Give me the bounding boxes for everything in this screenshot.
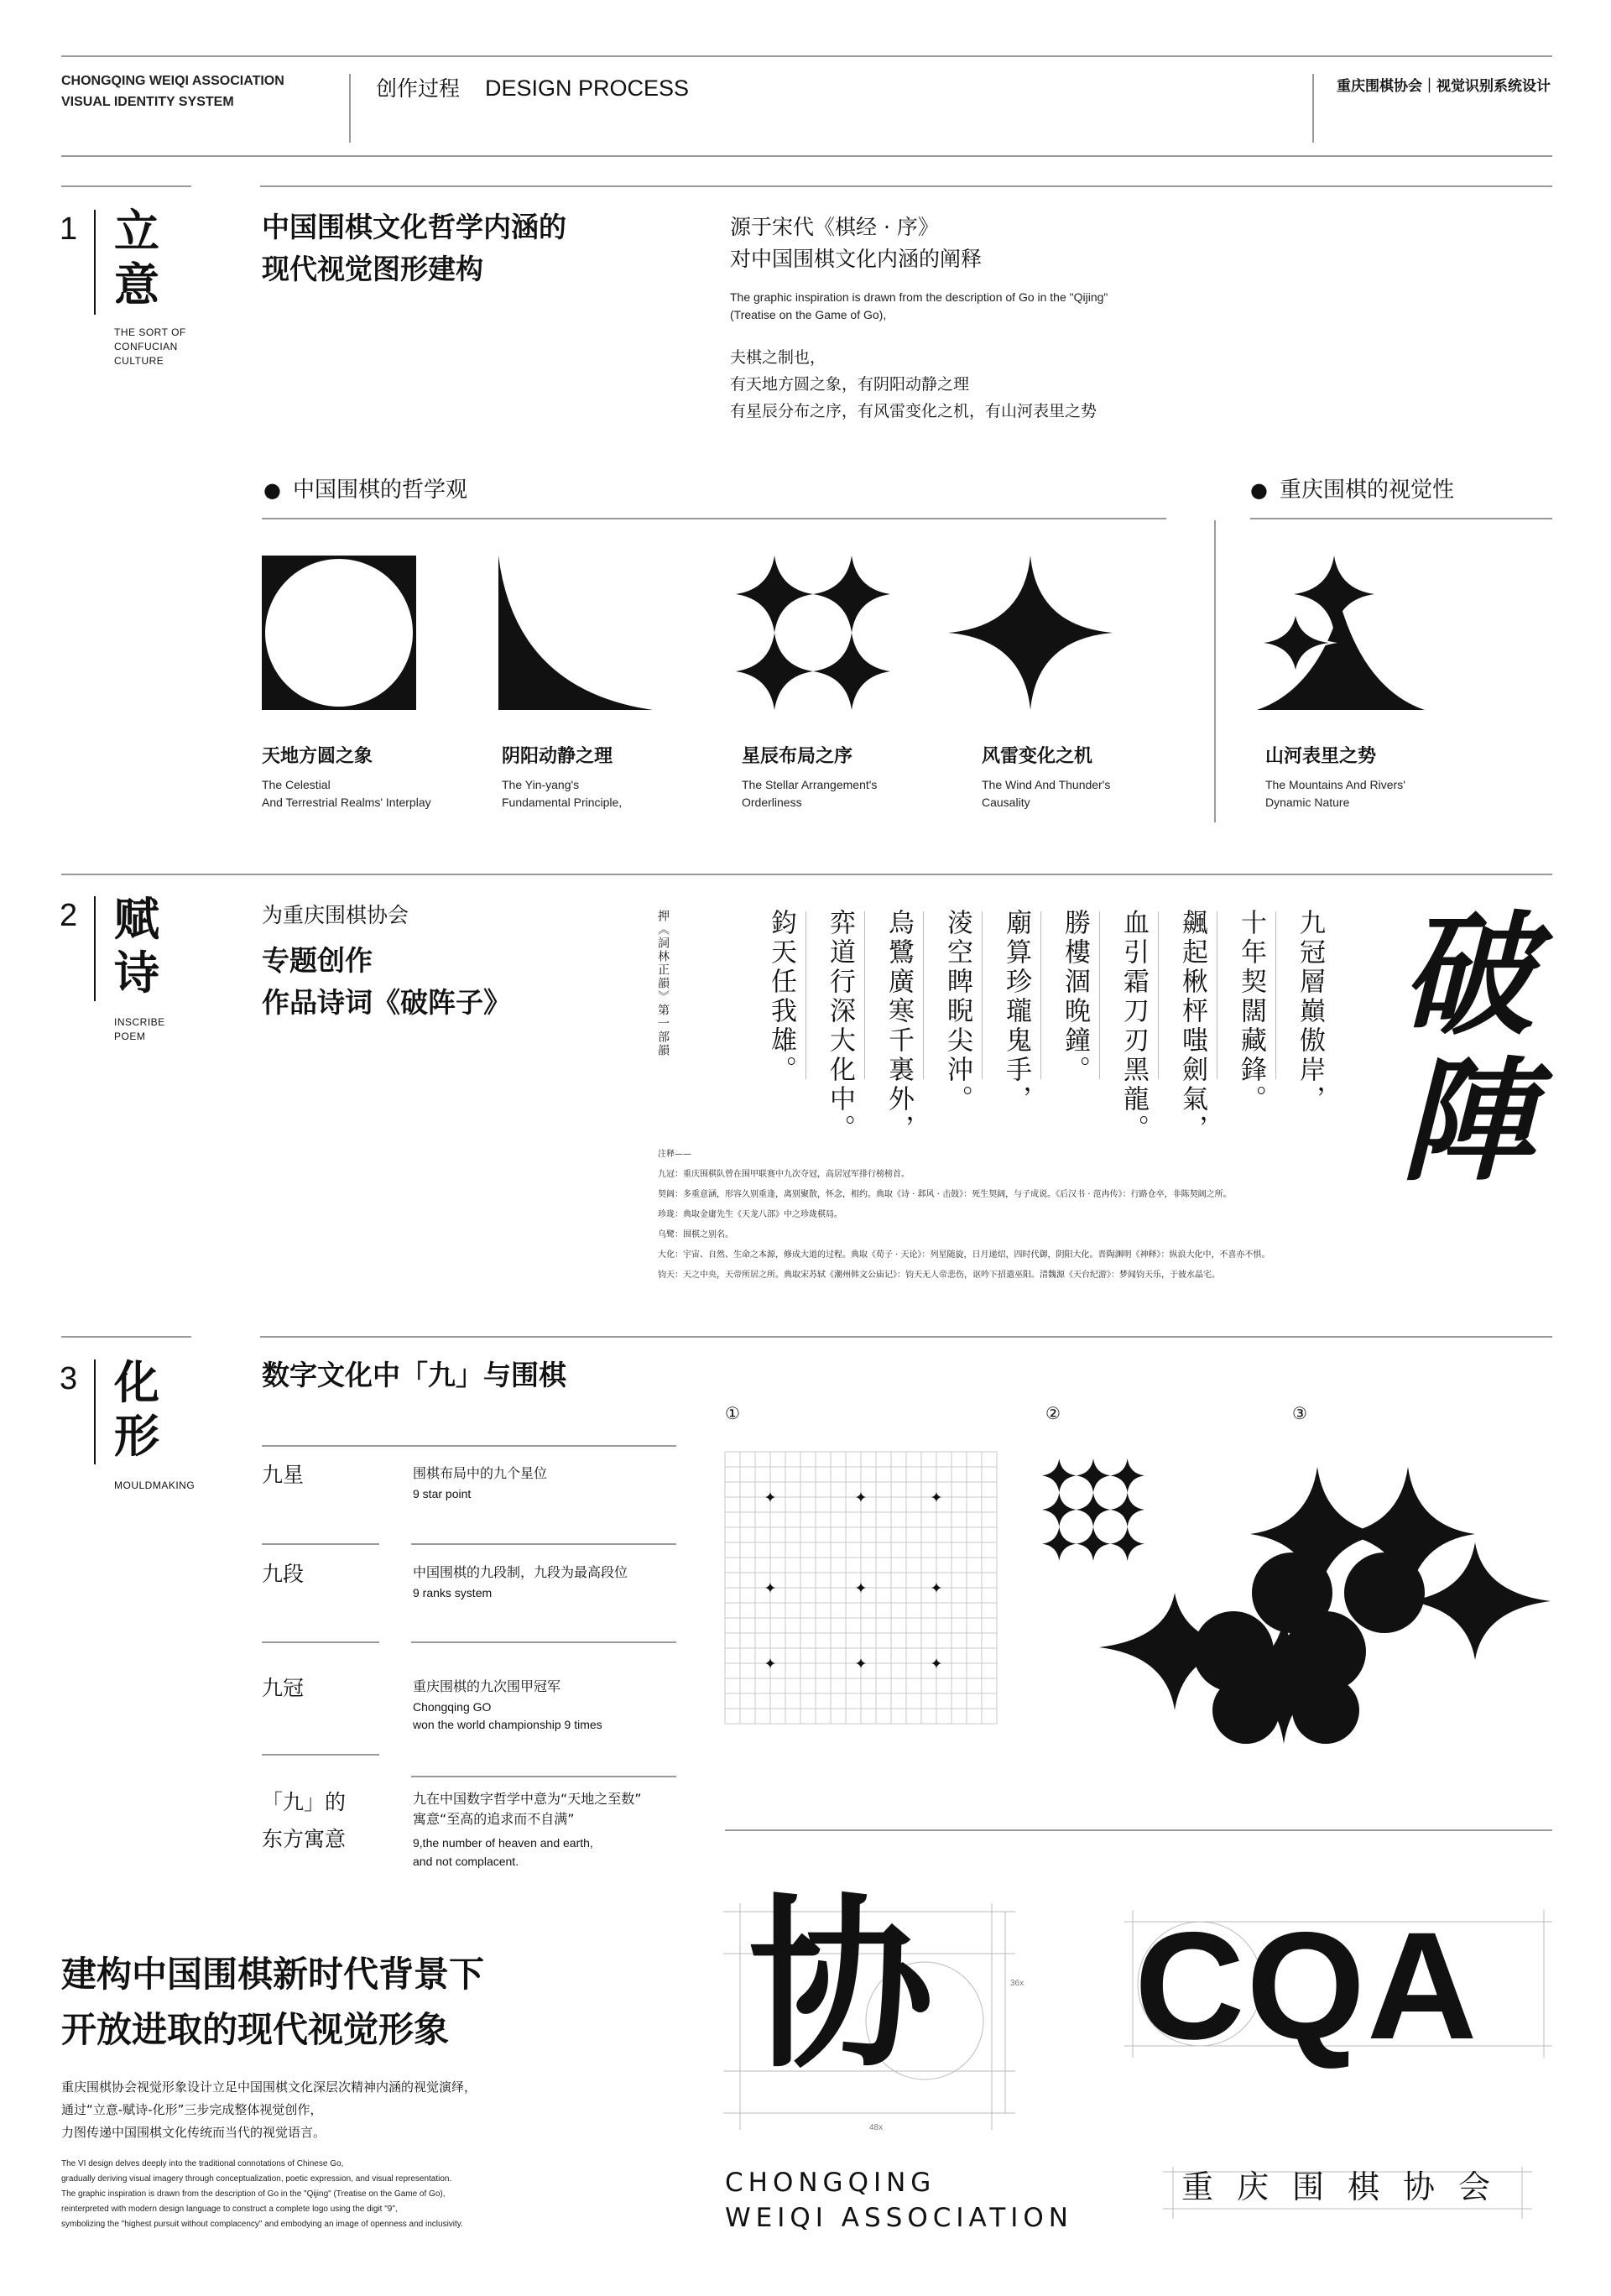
item-yin-yang: 阴阳动静之理 The Yin-yang's Fundamental Principle, (502, 746, 623, 809)
nine-star (1042, 1458, 1077, 1493)
s1-label-rule (61, 185, 191, 187)
s1-title-en: THE SORT OF CONFUCIAN CULTURE (114, 326, 186, 367)
star-point (765, 1658, 775, 1668)
header-section-title: 创作过程 DESIGN PROCESS (376, 76, 690, 101)
logo-glyph-xie: 协 (748, 1878, 934, 2093)
poem-sep (1040, 911, 1041, 1079)
nine-star (1042, 1493, 1077, 1527)
header-right-text: 重庆围棋协会｜视觉识别系统设计 (1337, 78, 1551, 95)
poem-line-3: 飆起楸枰嗤劍氣， (1177, 909, 1207, 1144)
closing-title: 建构中国围棋新时代背景下 开放进取的现代视觉形象 (61, 1954, 485, 2050)
nine-rule (411, 1543, 676, 1545)
nine-rule (411, 1776, 676, 1777)
step-2-label: ② (1045, 1403, 1061, 1423)
poem-line-10: 鈞天任我雄。 (766, 909, 796, 1085)
s3-label-rule (61, 1336, 191, 1338)
header-org: CHONGQING WEIQI ASSOCIATION VISUAL IDENTITY SYSTEM (61, 74, 284, 109)
star-point (931, 1583, 941, 1593)
poem-line-5: 勝樓涸晚鐘。 (1060, 909, 1090, 1085)
yin-yang-curve-icon (498, 556, 653, 710)
poem-line-2: 十年契闊藏鋒。 (1236, 909, 1266, 1114)
wordmark-cn: 重庆围棋协会 (1181, 2168, 1515, 2205)
s1-bullet-left: ● 中国围棋的哲学观 (263, 472, 467, 504)
item-celestial: 天地方圆之象 The Celestial And Terrestrial Realms' Interplay (262, 746, 431, 809)
star-point (931, 1658, 941, 1668)
poem-line-7: 淩空睥睨尖沖。 (942, 909, 972, 1114)
nine-row-ranks: 九段 中国围棋的九段制，九段为最高段位 9 ranks system (262, 1562, 628, 1599)
s3-logo-rule (725, 1829, 1552, 1831)
four-stars-icon (736, 556, 890, 710)
square-circle-icon (262, 556, 416, 710)
s2-heading: 专题创作 作品诗词《破阵子》 (262, 944, 511, 1019)
header-divider-right (1312, 74, 1314, 143)
item-wind-thunder: 风雷变化之机 The Wind And Thunder's Causality (982, 746, 1111, 809)
poem-sep (1158, 911, 1159, 1079)
poem-sep (982, 911, 983, 1079)
poem-notes: 注释—— 九冠：重庆围棋队曾在围甲联赛中九次夺冠，高居冠军排行榜榜首。 契阔：多重意涵，形容久别重逢，离别聚散，怀念，相约。典取《诗 · 邶风 · 击鼓》：死生契阔，与子成说。《后汉书 · 范冉传》：行路仓卒，非陈契阔之所。 珍珑：典取金庸先生《天龙八部》中之珍珑棋局。 乌鹭：围棋之别名。 大化：宇宙、自然、生命之本源，修成大道的过程。典取《荀子 · 天论》：列星随旋，日月递炤，四时代御，阴阳大化。晋陶渊明《神释》：纵浪大化中，不喜亦不惧。 钧天：天之中央，天帝所居之所。典取宋苏轼《潮州韩文公庙记》：钧天无人帝悲伤，讴吟下招遣巫阳。清魏源《天台纪游》：梦闻钧天乐，于彼水晶宅。 (658, 1150, 1270, 1280)
s1-title: 立意 (114, 205, 159, 311)
s2-intro: 为重庆围棋协会 (262, 903, 409, 927)
step-1-label: ① (725, 1403, 740, 1423)
s2-rhyme-note: 押《詞林正韻》第一部韻 (656, 910, 670, 1057)
s2-number: 2 (60, 898, 78, 933)
s2-rule (61, 874, 1552, 875)
s1-quote: 夫棋之制也， 有天地方圆之象，有阴阳动静之理 有星辰分布之序，有风雷变化之机，有山河表里之势 (730, 348, 1097, 420)
item-stellar: 星辰布局之序 The Stellar Arrangement's Orderliness (742, 746, 878, 809)
header-bottom-rule (61, 155, 1552, 157)
s3-title: 化形 (114, 1356, 159, 1463)
poem-line-8: 烏鷺廣寒千裏外， (884, 909, 914, 1144)
s1-bullet-rule-left (262, 518, 1166, 519)
poem-sep (1275, 911, 1276, 1079)
header-divider-left (349, 74, 351, 143)
nine-row-meaning: 「九」的 东方寓意 九在中国数字哲学中意为“天地之至数” 寓意“至高的追求而不自满” 9,the number of heaven and earth, and not complacent. (262, 1790, 642, 1868)
s1-number-divider (94, 210, 96, 315)
s2-title: 赋诗 (114, 893, 159, 999)
nine-rule (262, 1754, 379, 1756)
poem-sep (923, 911, 924, 1079)
star-point (931, 1492, 941, 1502)
s2-title-en: INSCRIBE POEM (114, 1016, 165, 1042)
nine-rule (262, 1543, 379, 1545)
star-point (856, 1583, 866, 1593)
s3-title-en: MOULDMAKING (114, 1479, 196, 1491)
wordmark-en: CHONGQING WEIQI ASSOCIATION (725, 2168, 1073, 2233)
s3-heading: 数字文化中「九」与围棋 (262, 1359, 566, 1391)
nine-rule (262, 1445, 676, 1447)
nine-stars-emblem (1099, 1467, 1551, 1744)
nine-rule (411, 1641, 676, 1643)
closing-body-cn: 重庆围棋协会视觉形象设计立足中国围棋文化深层次精神内涵的视觉演绎， 通过“立意-赋诗-化形”三步完成整体视觉创作， 力图传递中国围棋文化传统而当代的视觉语言。 (61, 2079, 477, 2140)
single-star-icon (948, 556, 1113, 710)
poem-line-1: 九冠層巔傲岸， (1295, 909, 1325, 1114)
star-point (765, 1583, 775, 1593)
s1-source-en: The graphic inspiration is drawn from the description of Go in the "Qijing" (Treatise on the Game of Go), (730, 290, 1108, 321)
s1-number: 1 (60, 211, 78, 247)
header-top-rule (61, 55, 1552, 57)
nine-row-champions: 九冠 重庆围棋的九次围甲冠军 Chongqing GO won the world championship 9 times (262, 1676, 602, 1731)
go-board-grid (725, 1452, 997, 1724)
closing-body-en: The VI design delves deeply into the traditional connotations of Chinese Go, gradually deriving visual imagery through conceptualization, poetic expression, and visual representation. The graphic inspiration is drawn from the description of Go in the "Qijing" (Treatise on the Game of Go), reinterpreted with modern design language to construct a complete logo using the digit "9", symbolizing the "highest pursuit without complacency" and embodying an image of openness and inclusivity. (61, 2159, 463, 2229)
calligraphy-title: 破陣 (1379, 905, 1534, 1197)
poem-sep (864, 911, 865, 1079)
nine-star (1042, 1526, 1077, 1561)
nine-rule (262, 1641, 379, 1643)
poem-line-9: 弈道行深大化中。 (825, 909, 855, 1144)
star-point (856, 1492, 866, 1502)
s1-heading: 中国围棋文化哲学内涵的 现代视觉图形建构 (262, 211, 566, 285)
s3-number-divider (94, 1359, 96, 1464)
s1-rule (260, 185, 1552, 187)
mountain-icon (1257, 556, 1425, 710)
s1-source: 源于宋代《棋经 · 序》 对中国围棋文化内涵的阐释 (730, 215, 983, 271)
step-3-label: ③ (1292, 1403, 1307, 1423)
item-mountains: 山河表里之势 The Mountains And Rivers' Dynamic Nature (1265, 746, 1405, 809)
poem-line-6: 廟算珍瓏鬼手， (1001, 909, 1031, 1114)
cqa-logo: CQA (1134, 1900, 1479, 2071)
s1-bullet-rule-right (1250, 518, 1552, 519)
star-point (856, 1658, 866, 1668)
s3-number: 3 (60, 1361, 78, 1396)
poem-line-4: 血引霜刀刃黑龍。 (1118, 909, 1149, 1144)
logo-dimension-width: 48x (869, 2123, 884, 2132)
s1-group-divider (1214, 520, 1216, 822)
nine-row-stars: 九星 围棋布局中的九个星位 9 star point (262, 1463, 548, 1500)
star-point (765, 1492, 775, 1502)
s1-bullet-right: ● 重庆围棋的视觉性 (1250, 472, 1454, 504)
poem-sep (1099, 911, 1100, 1079)
s3-rule (260, 1336, 1552, 1338)
s2-number-divider (94, 896, 96, 1001)
logo-dimension-height: 36x (1010, 1979, 1024, 1988)
